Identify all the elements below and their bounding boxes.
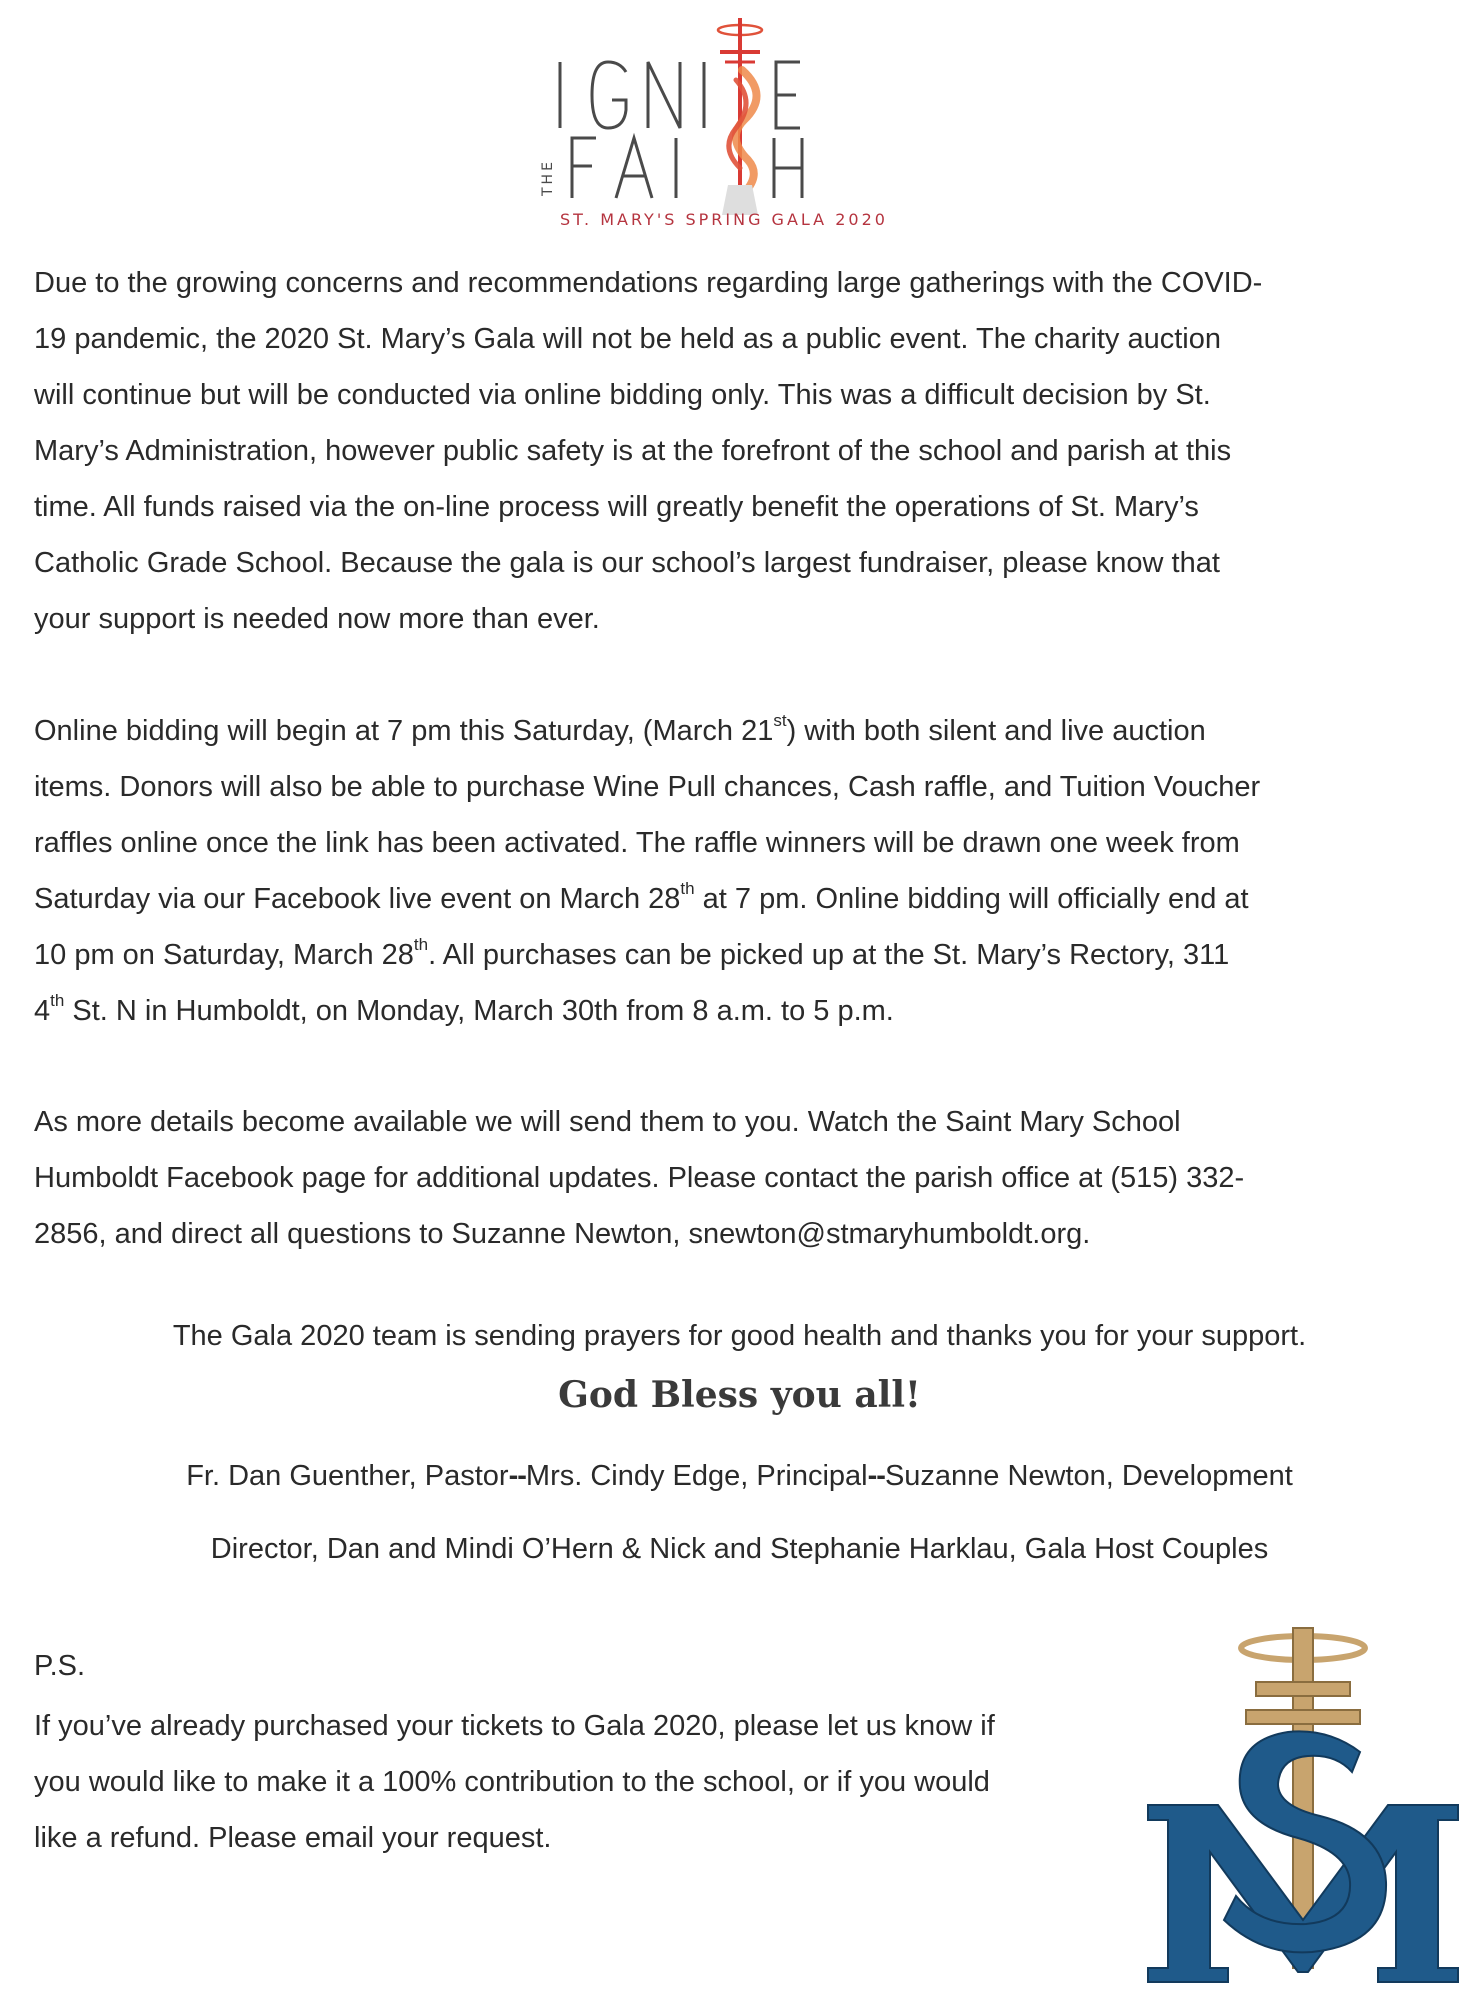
- contact-paragraph: [34, 1094, 1444, 1262]
- ps-paragraph: [34, 1698, 1114, 1866]
- ms-monogram-cross-icon: [1138, 1620, 1468, 1990]
- text-line: items. Donors will also be able to purchase Wine Pull chances, Cash raffle, and Tuition Voucher: [34, 771, 1261, 803]
- text-line: Humboldt Facebook page for additional updates. Please contact the parish office at (515) 332-: [34, 1162, 1245, 1194]
- thanks-line: The Gala 2020 team is sending prayers for good health and thanks you for your support.: [172, 1320, 1307, 1352]
- signature-line-1: Fr. Dan Guenther, Pastor--Mrs. Cindy Edge, Principal--Suzanne Newton, Development: [186, 1460, 1293, 1492]
- text-line: time. All funds raised via the on-line process will greatly benefit the operations of St. Mary’s: [34, 491, 1199, 523]
- flame-cross-icon: [718, 18, 762, 215]
- ps-label: P.S.: [34, 1650, 86, 1682]
- text-line: 19 pandemic, the 2020 St. Mary’s Gala will not be held as a public event. The charity auction: [34, 323, 1222, 355]
- logo-the-text: THE: [540, 159, 556, 196]
- ignite-the-faith-logo: [530, 10, 890, 230]
- announcement-paragraph: [34, 255, 1444, 647]
- text-line: Catholic Grade School. Because the gala is our school’s largest fundraiser, please know that: [34, 547, 1220, 579]
- text-line: your support is needed now more than ever.: [34, 603, 600, 635]
- ignite-logo-art: [530, 10, 890, 230]
- text-line: Due to the growing concerns and recommendations regarding large gatherings with the COVID-: [34, 267, 1263, 299]
- text-line: will continue but will be conducted via online bidding only. This was a difficult decision by St.: [34, 379, 1211, 411]
- text-line: raffles online once the link has been activated. The raffle winners will be drawn one week from: [34, 827, 1240, 859]
- logo-tagline: ST. MARY'S SPRING GALA 2020: [560, 210, 888, 229]
- text-line: Online bidding will begin at 7 pm this Saturday, (March 21st) with both silent and live auction: [34, 711, 1206, 747]
- text-line: 4th St. N in Humboldt, on Monday, March 30th from 8 a.m. to 5 p.m.: [34, 991, 894, 1027]
- text-line: Mary’s Administration, however public safety is at the forefront of the school and parish at this: [34, 435, 1232, 467]
- text-line: like a refund. Please email your request.: [34, 1822, 552, 1854]
- blessing-heading: God Bless you all!: [558, 1374, 921, 1416]
- signature-line-2: Director, Dan and Mindi O’Hern & Nick and Stephanie Harklau, Gala Host Couples: [210, 1533, 1269, 1565]
- text-line: As more details become available we will send them to you. Watch the Saint Mary School: [34, 1106, 1181, 1138]
- text-line: 2856, and direct all questions to Suzanne Newton, snewton@stmaryhumboldt.org.: [34, 1218, 1091, 1250]
- bidding-details-paragraph: [34, 703, 1444, 1039]
- text-line: Saturday via our Facebook live event on March 28th at 7 pm. Online bidding will officially end at: [34, 879, 1249, 915]
- text-line: If you’ve already purchased your tickets to Gala 2020, please let us know if: [34, 1710, 995, 1742]
- text-line: you would like to make it a 100% contribution to the school, or if you would: [34, 1766, 990, 1798]
- text-line: 10 pm on Saturday, March 28th. All purchases can be picked up at the St. Mary’s Rectory, 311: [34, 935, 1230, 971]
